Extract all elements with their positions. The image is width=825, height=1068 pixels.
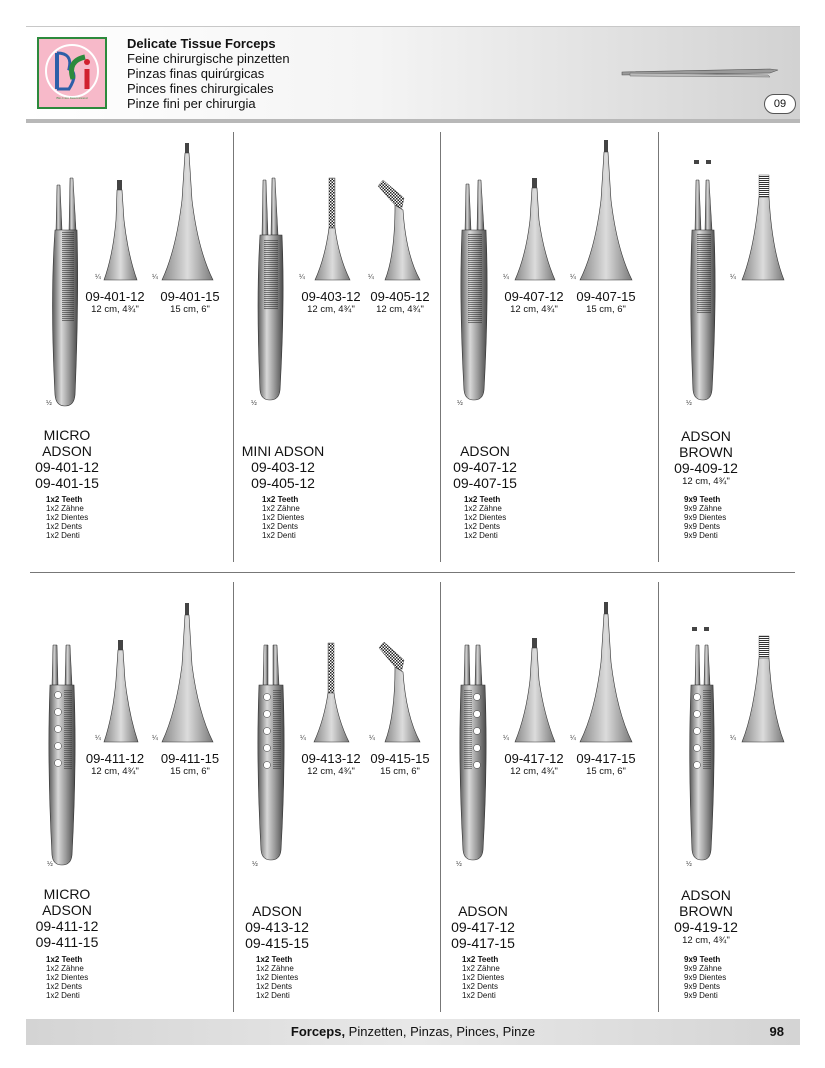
- forceps-full-view: [691, 160, 715, 400]
- scale-mark: ½: [457, 400, 463, 407]
- product-code: 09-413-12: [245, 919, 309, 935]
- tip-code: 09-407-15: [576, 289, 636, 304]
- product-code: 09-411-12: [35, 918, 99, 934]
- scale-mark: ¼: [152, 274, 158, 281]
- scale-mark: ½: [252, 861, 258, 868]
- product-code: 09-419-12: [674, 919, 738, 935]
- product-name: ADSON: [460, 443, 510, 459]
- forceps-full-view: [53, 178, 78, 406]
- tip-view: [515, 638, 555, 742]
- product-name: ADSON: [252, 903, 302, 919]
- scale-mark: ¼: [503, 735, 509, 742]
- tip-size: 15 cm, 6": [586, 304, 626, 315]
- tip-size: 12 cm, 4¾": [307, 304, 355, 315]
- tip-code: 09-415-15: [370, 751, 430, 766]
- scale-mark: ¼: [730, 735, 736, 742]
- tip-view: [742, 636, 784, 742]
- teeth-spec: 1x2 Teeth 1x2 Zähne 1x2 Dientes 1x2 Dents 1x2 Denti: [256, 955, 299, 1000]
- tip-view: [515, 178, 555, 280]
- product-code: 09-407-15: [453, 475, 517, 491]
- scale-mark: ½: [686, 861, 692, 868]
- header-title-es: Pinzas finas quirúrgicas: [127, 66, 265, 81]
- tip-view: [104, 640, 138, 742]
- product-block: [213, 443, 353, 491]
- tip-size: 15 cm, 6": [170, 304, 210, 315]
- scale-mark: ½: [251, 400, 257, 407]
- scale-mark: ½: [46, 400, 52, 407]
- tip-code: 09-401-12: [85, 289, 145, 304]
- product-size: 12 cm, 4¾": [682, 476, 730, 487]
- tip-size: 15 cm, 6": [380, 766, 420, 777]
- tip-code: 09-401-15: [160, 289, 220, 304]
- teeth-spec: 9x9 Teeth 9x9 Zähne 9x9 Dientes 9x9 Dents 9x9 Denti: [684, 495, 727, 540]
- forceps-full-view: [49, 645, 75, 865]
- tip-code: 09-417-12: [504, 751, 564, 766]
- logo-tagline: Bio Care International: [56, 96, 88, 100]
- product-name: MICRO: [43, 886, 91, 902]
- tip-code: 09-403-12: [301, 289, 361, 304]
- tip-code: 09-405-12: [370, 289, 430, 304]
- scale-mark: ¼: [369, 735, 375, 742]
- scale-mark: ¼: [570, 735, 576, 742]
- product-name: ADSON: [42, 902, 92, 918]
- scale-mark: ¼: [95, 735, 101, 742]
- forceps-full-view: [258, 645, 284, 860]
- product-code: 09-405-12: [251, 475, 315, 491]
- tip-size: 12 cm, 4¾": [510, 766, 558, 777]
- tip-view: [314, 643, 349, 742]
- product-name: BROWN: [679, 444, 733, 460]
- product-size: 12 cm, 4¾": [682, 935, 730, 946]
- product-name: MICRO: [43, 427, 91, 443]
- product-code: 09-409-12: [674, 460, 738, 476]
- header-title-fr: Pinces fines chirurgicales: [127, 81, 274, 96]
- teeth-spec: 9x9 Teeth 9x9 Zähne 9x9 Dientes 9x9 Dents 9x9 Denti: [684, 955, 727, 1000]
- tip-view: [580, 140, 632, 280]
- tip-view: [162, 603, 213, 742]
- product-block: [413, 903, 553, 951]
- product-name: ADSON: [681, 887, 731, 903]
- scale-mark: ¼: [152, 735, 158, 742]
- scale-mark: ¼: [570, 274, 576, 281]
- forceps-full-view: [690, 627, 714, 860]
- tip-size: 12 cm, 4¾": [376, 304, 424, 315]
- forceps-full-view: [461, 180, 487, 400]
- page-footer: [26, 1019, 800, 1045]
- tip-code: 09-407-12: [504, 289, 564, 304]
- product-block: [415, 443, 555, 491]
- product-code: 09-407-12: [453, 459, 517, 475]
- tip-code: 09-413-12: [301, 751, 361, 766]
- product-block: [636, 428, 776, 488]
- tip-view: [580, 602, 632, 742]
- product-code: 09-415-15: [245, 935, 309, 951]
- header-title-de: Feine chirurgische pinzetten: [127, 51, 290, 66]
- product-block: [0, 427, 137, 491]
- teeth-spec: 1x2 Teeth 1x2 Zähne 1x2 Dientes 1x2 Dents 1x2 Denti: [464, 495, 507, 540]
- scale-mark: ¼: [730, 274, 736, 281]
- product-code: 09-401-15: [35, 475, 99, 491]
- tip-code: 09-411-12: [85, 751, 145, 766]
- teeth-spec: 1x2 Teeth 1x2 Zähne 1x2 Dientes 1x2 Dents 1x2 Denti: [46, 495, 89, 540]
- footer-title: Forceps, Pinzetten, Pinzas, Pinces, Pinze: [290, 1024, 536, 1039]
- scale-mark: ¼: [95, 274, 101, 281]
- forceps-full-view: [460, 645, 486, 860]
- teeth-spec: 1x2 Teeth 1x2 Zähne 1x2 Dientes 1x2 Dents 1x2 Denti: [262, 495, 305, 540]
- tip-view: [742, 175, 784, 280]
- product-name: MINI ADSON: [241, 443, 325, 459]
- product-code: 09-403-12: [251, 459, 315, 475]
- product-code: 09-411-15: [35, 934, 99, 950]
- tip-view: [162, 143, 213, 280]
- tip-view: [379, 642, 420, 742]
- tip-code: 09-417-15: [576, 751, 636, 766]
- teeth-spec: 1x2 Teeth 1x2 Zähne 1x2 Dientes 1x2 Dents 1x2 Denti: [46, 955, 89, 1000]
- product-name: BROWN: [679, 903, 733, 919]
- product-code: 09-401-12: [35, 459, 99, 475]
- product-block: [636, 887, 776, 947]
- product-code: 09-417-15: [451, 935, 515, 951]
- tip-size: 15 cm, 6": [586, 766, 626, 777]
- scale-mark: ¼: [503, 274, 509, 281]
- tip-size: 12 cm, 4¾": [307, 766, 355, 777]
- tip-size: 12 cm, 4¾": [91, 766, 139, 777]
- page-number: 98: [769, 1024, 784, 1039]
- forceps-full-view: [258, 178, 283, 400]
- tip-view: [104, 180, 137, 280]
- scale-mark: ½: [456, 861, 462, 868]
- scale-mark: ¼: [368, 274, 374, 281]
- tip-size: 15 cm, 6": [170, 766, 210, 777]
- product-name: ADSON: [458, 903, 508, 919]
- tip-size: 12 cm, 4¾": [91, 304, 139, 315]
- teeth-spec: 1x2 Teeth 1x2 Zähne 1x2 Dientes 1x2 Dents 1x2 Denti: [462, 955, 505, 1000]
- product-name: ADSON: [42, 443, 92, 459]
- product-code: 09-417-12: [451, 919, 515, 935]
- tip-code: 09-411-15: [160, 751, 220, 766]
- scale-mark: ¼: [299, 274, 305, 281]
- scale-mark: ½: [686, 400, 692, 407]
- tip-view: [378, 180, 420, 280]
- chapter-badge: 09: [764, 94, 796, 114]
- header-title-en: Delicate Tissue Forceps: [127, 36, 276, 51]
- tip-size: 12 cm, 4¾": [510, 304, 558, 315]
- header-title-it: Pinze fini per chirurgia: [127, 96, 256, 111]
- scale-mark: ½: [47, 861, 53, 868]
- scale-mark: ¼: [300, 735, 306, 742]
- product-block: [0, 886, 137, 950]
- tip-view: [315, 178, 350, 280]
- product-name: ADSON: [681, 428, 731, 444]
- product-block: [207, 903, 347, 951]
